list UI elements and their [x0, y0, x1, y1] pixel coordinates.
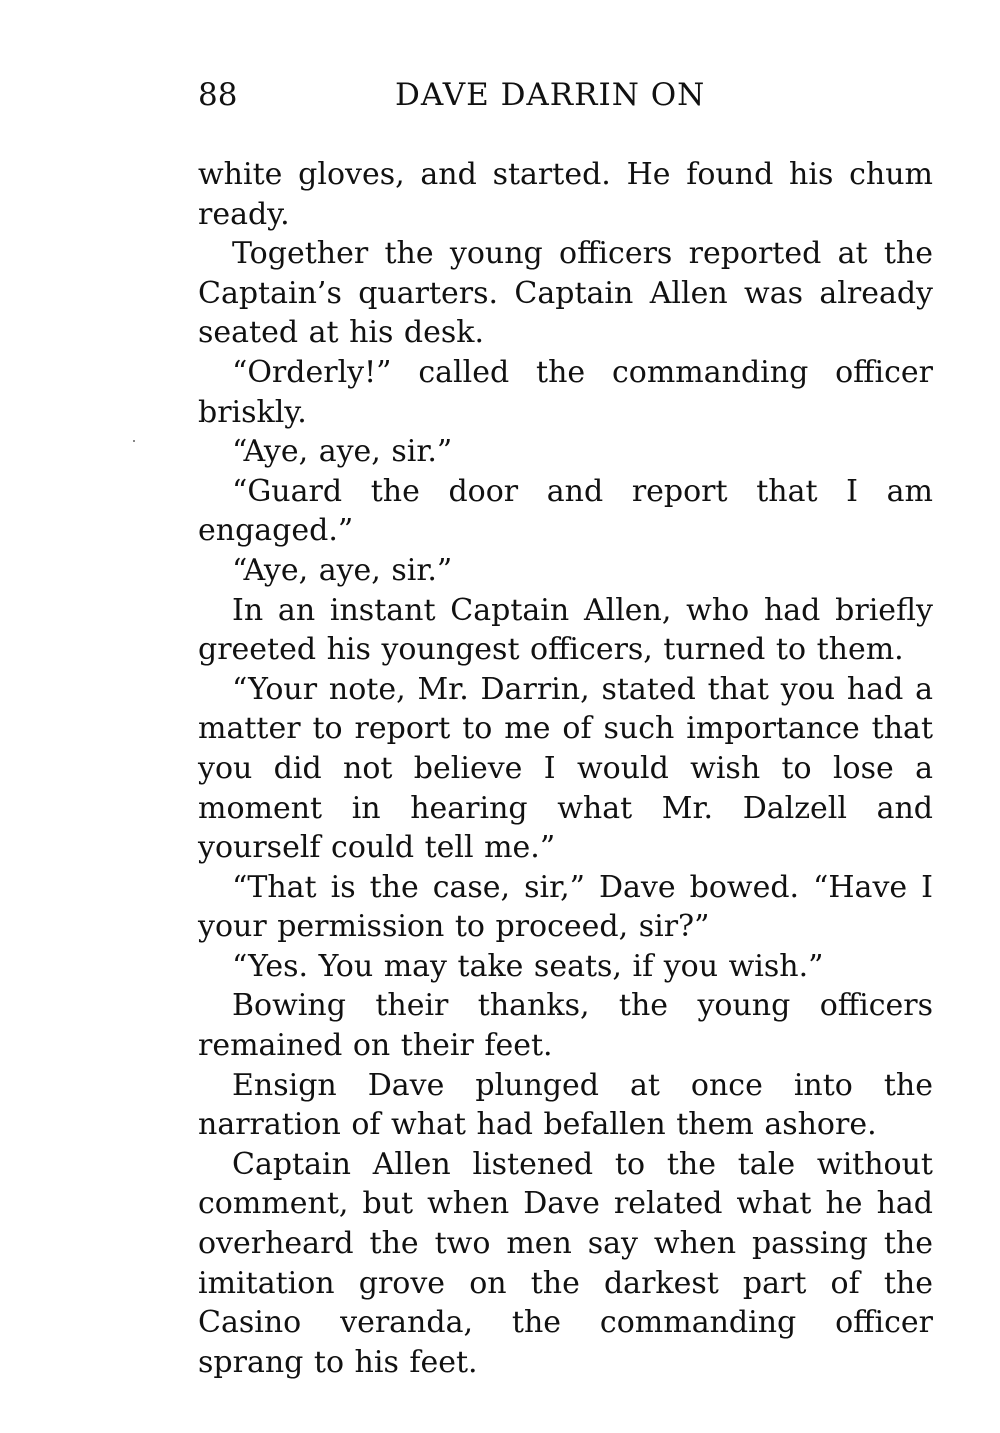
running-title: DAVE DARRIN ON: [395, 77, 706, 113]
page-number: 88: [198, 77, 238, 113]
paragraph: white gloves, and started. He found his chum ready.: [198, 157, 933, 232]
paragraph: “Your note, Mr. Darrin, stated that you had a matter to report to me of such importance that you did not believe I would wish to lose a moment in hearing what Mr. Dalzell and yourself could tell me.”: [198, 671, 933, 866]
paragraph: Bowing their thanks, the young officers remained on their feet.: [198, 988, 933, 1064]
body-text: [198, 155, 933, 1382]
paragraph: “That is the case, sir,” Dave bowed. “Have I your permission to proceed, sir?”: [198, 869, 933, 945]
running-head: [198, 74, 933, 116]
paragraph: “Aye, aye, sir.”: [232, 434, 453, 470]
paragraph: In an instant Captain Allen, who had briefly greeted his youngest officers, turned to them.: [198, 592, 933, 668]
paragraph: “Guard the door and report that I am engaged.”: [198, 473, 933, 549]
margin-speck: [133, 440, 135, 442]
paragraph: Together the young officers reported at the Captain’s quarters. Captain Allen was already seated at his desk.: [198, 236, 933, 351]
paragraph: “Orderly!” called the commanding officer briskly.: [198, 354, 933, 430]
paragraph: Ensign Dave plunged at once into the narration of what had befallen them ashore.: [198, 1067, 933, 1143]
paragraph: Captain Allen listened to the tale without comment, but when Dave related what he had overheard the two men say when passing the imitation grove on the darkest part of the Casino veranda, the commanding officer sprang to his feet.: [198, 1146, 933, 1380]
paragraph: “Yes. You may take seats, if you wish.”: [232, 948, 824, 984]
paragraph: “Aye, aye, sir.”: [232, 552, 453, 588]
